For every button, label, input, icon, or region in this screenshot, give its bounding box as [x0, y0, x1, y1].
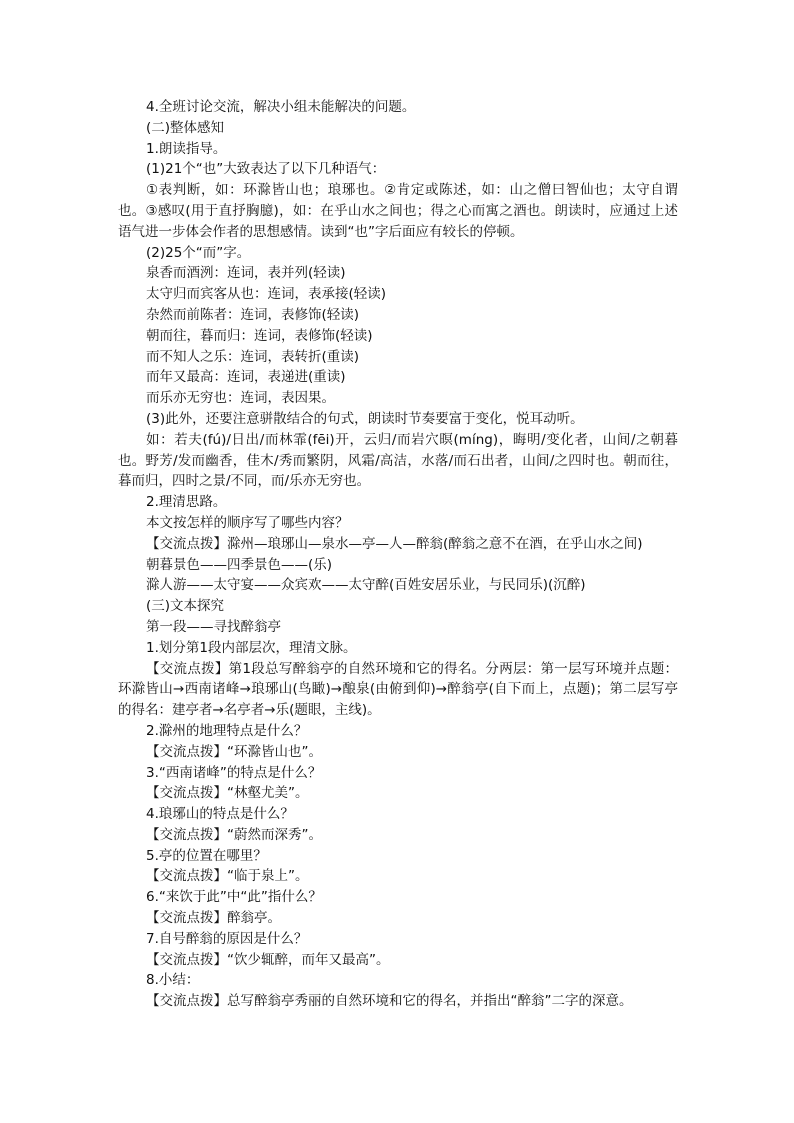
text-line: 5.亭的位置在哪里？ [146, 847, 267, 864]
text-line: 第一段——寻找醉翁亭 [146, 618, 281, 635]
text-line: 【交流点拨】“蔚然而深秀”。 [146, 826, 322, 843]
text-line: 滁人游——太守宴——众宾欢——太守醉(百姓安居乐业，与民同乐)(沉醉) [146, 577, 586, 594]
text-line: 4.全班讨论交流，解决小组未能解决的问题。 [146, 99, 416, 115]
document-body [118, 97, 678, 1012]
text-line: 太守归而宾客从也：连词，表承接(轻读) [146, 286, 387, 303]
text-paragraph: 【交流点拨】第1段总写醉翁亭的自然环境和它的得名。分两层：第一层写环境并点题：环滁皆山→西南诸峰→琅琊山(鸟瞰)→酿泉(由俯到仰)→醉翁亭(自下而上，点题)；第二层写亭的得名：建亭者→名亭者→乐(题眼，主线)。 [118, 660, 678, 719]
text-line: 2.滁州的地理特点是什么？ [146, 722, 308, 739]
text-line: 【交流点拨】“临于泉上”。 [146, 868, 309, 885]
text-line: 3.“西南诸峰”的特点是什么？ [146, 764, 322, 781]
text-line: 而年又最高：连词，表递进(重读) [146, 369, 346, 386]
text-line: 7.自号醉翁的原因是什么？ [146, 930, 308, 947]
text-line: 泉香而酒洌：连词，表并列(轻读) [146, 265, 346, 282]
text-line: 1.朗读指导。 [146, 140, 227, 157]
text-line: 而乐亦无穷也：连词，表因果。 [146, 390, 335, 407]
text-line: 1.划分第1段内部层次，理清文脉。 [146, 639, 357, 656]
text-line: (2)25个“而”字。 [146, 244, 251, 261]
section-heading: (三)文本探究 [146, 598, 225, 615]
text-line: 【交流点拨】“环滁皆山也”。 [146, 743, 322, 760]
text-line: 【交流点拨】“饮少辄醉，而年又最高”。 [146, 951, 390, 968]
text-line: 朝暮景色——四季景色——(乐) [146, 556, 333, 573]
text-paragraph: 如：若夫(fú)/日出/而林霏(fēi)开，云归/而岩穴暝(míng)，晦明/变化者，山间/之朝暮也。野芳/发而幽香，佳木/秀而繁阴，风霜/高洁，水落/而石出者，山间/之四时也。朝而往，暮而归，四时之景/不同，而/乐亦无穷也。 [118, 431, 678, 490]
text-line: (3)此外，还要注意骈散结合的句式，朗读时节奏要富于变化，悦耳动听。 [146, 410, 584, 427]
section-heading: (二)整体感知 [146, 119, 225, 136]
text-paragraph: ①表判断，如：环滁皆山也；琅琊也。②肯定或陈述，如：山之僧曰智仙也；太守自谓也。③感叹(用于直抒胸臆)，如：在乎山水之间也；得之心而寓之酒也。朗读时，应通过上述语气进一步体会作者的思想感情。读到“也”字后面应有较长的停顿。 [118, 182, 678, 240]
text-line: (1)21个“也”大致表达了以下几种语气： [146, 161, 386, 178]
text-line: 而不知人之乐：连词，表转折(重读) [146, 348, 360, 365]
text-line: 本文按怎样的顺序写了哪些内容？ [146, 514, 349, 531]
text-line: 【交流点拨】滁州—琅琊山—泉水—亭—人—醉翁(醉翁之意不在酒，在乎山水之间) [146, 535, 643, 552]
text-line: 【交流点拨】醉翁亭。 [146, 910, 281, 927]
text-line: 朝而往，暮而归：连词，表修饰(轻读) [146, 327, 373, 344]
text-line: 【交流点拨】总写醉翁亭秀丽的自然环境和它的得名，并指出“醉翁”二字的深意。 [146, 993, 633, 1010]
text-line: 【交流点拨】“林壑尤美”。 [146, 785, 309, 802]
text-line: 2.理清思路。 [146, 494, 227, 511]
text-line: 6.“来饮于此”中“此”指什么？ [146, 889, 322, 906]
text-line: 杂然而前陈者：连词，表修饰(轻读) [146, 306, 360, 323]
text-line: 8.小结： [146, 972, 200, 989]
text-line: 4.琅琊山的特点是什么？ [146, 806, 294, 823]
